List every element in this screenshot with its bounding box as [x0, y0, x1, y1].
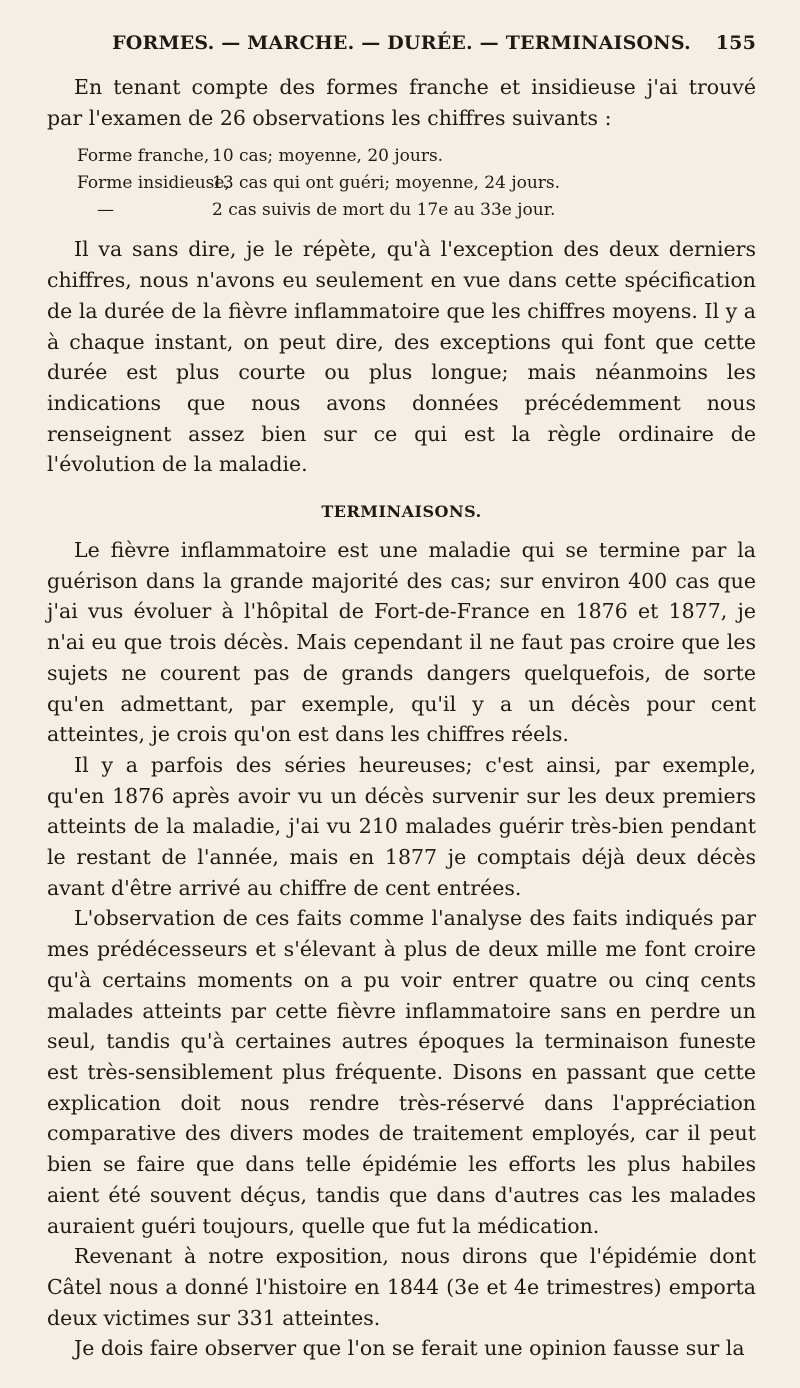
case-label: — [97, 200, 114, 221]
case-label: Forme franche, [77, 146, 210, 167]
section-heading: TERMINAISONS. [321, 502, 482, 522]
case-label: Forme insidieuse, [77, 173, 230, 194]
case-list [47, 143, 756, 224]
case-row [47, 143, 756, 170]
page-number: 155 [715, 32, 756, 54]
intro-paragraph: En tenant compte des formes franche et insidieuse j'ai trouvé par l'examen de 26 observations les chiffres suivants : [47, 75, 756, 130]
body-paragraph: Revenant à notre exposition, nous dirons que l'épidémie dont Câtel nous a donné l'histoire en 1844 (3e et 4e trimestres) emporta deux victimes sur 331 atteintes. [47, 1244, 756, 1330]
body-paragraph: Je dois faire observer que l'on se ferait une opinion fausse sur la [74, 1336, 745, 1361]
case-row [47, 197, 756, 224]
body-paragraph: Il va sans dire, je le répète, qu'à l'exception des deux derniers chiffres, nous n'avons eu seulement en vue dans cette spécification de la durée de la fièvre inflammatoire que les chiffres moyens. Il y a à chaque instant, on peut dire, des exceptions qui font que cette durée est plus courte ou plus longue; mais néanmoins les indications que nous avons données précédemment nous renseignent assez bien sur ce qui est la règle ordinaire de l'évolution de la maladie. [47, 237, 756, 477]
case-row [47, 170, 756, 197]
running-title: FORMES. — MARCHE. — DURÉE. — TERMINAISONS. [112, 32, 691, 54]
case-text: 13 cas qui ont guéri; moyenne, 24 jours. [212, 173, 561, 194]
body-paragraph: Il y a parfois des séries heureuses; c'est ainsi, par exemple, qu'en 1876 après avoir vu un décès survenir sur les deux premiers atteints de la maladie, j'ai vu 210 malades guérir très-bien pendant le restant de l'année, mais en 1877 je comptais déjà deux décès avant d'être arrivé au chiffre de cent entrées. [47, 752, 756, 900]
case-text: 10 cas; moyenne, 20 jours. [212, 146, 444, 167]
body-paragraph: Le fièvre inflammatoire est une maladie qui se termine par la guérison dans la grande majorité des cas; sur environ 400 cas que j'ai vus évoluer à l'hôpital de Fort-de-France en 1876 et 1877, je n'ai eu que trois décès. Mais cependant il ne faut pas croire que les sujets ne courent pas de grands dangers quelquefois, de sorte qu'en admettant, par exemple, qu'il y a un décès pour cent atteintes, je crois qu'on est dans les chiffres réels. [47, 538, 756, 747]
case-text: 2 cas suivis de mort du 17e au 33e jour. [212, 200, 556, 221]
body-paragraph: L'observation de ces faits comme l'analyse des faits indiqués par mes prédécesseurs et s'élevant à plus de deux mille me font croire qu'à certains moments on a pu voir entrer quatre ou cinq cents malades atteints par cette fièvre inflammatoire sans en perdre un seul, tandis qu'à certaines autres époques la terminaison funeste est très-sensiblement plus fréquente. Disons en passant que cette explication doit nous rendre très-réservé dans l'appréciation comparative des divers modes de traitement employés, car il peut bien se faire que dans telle épidémie les efforts les plus habiles aient été souvent déçus, tandis que dans d'autres cas les malades auraient guéri toujours, quelle que fut la médication. [47, 906, 756, 1238]
running-head [47, 32, 756, 72]
